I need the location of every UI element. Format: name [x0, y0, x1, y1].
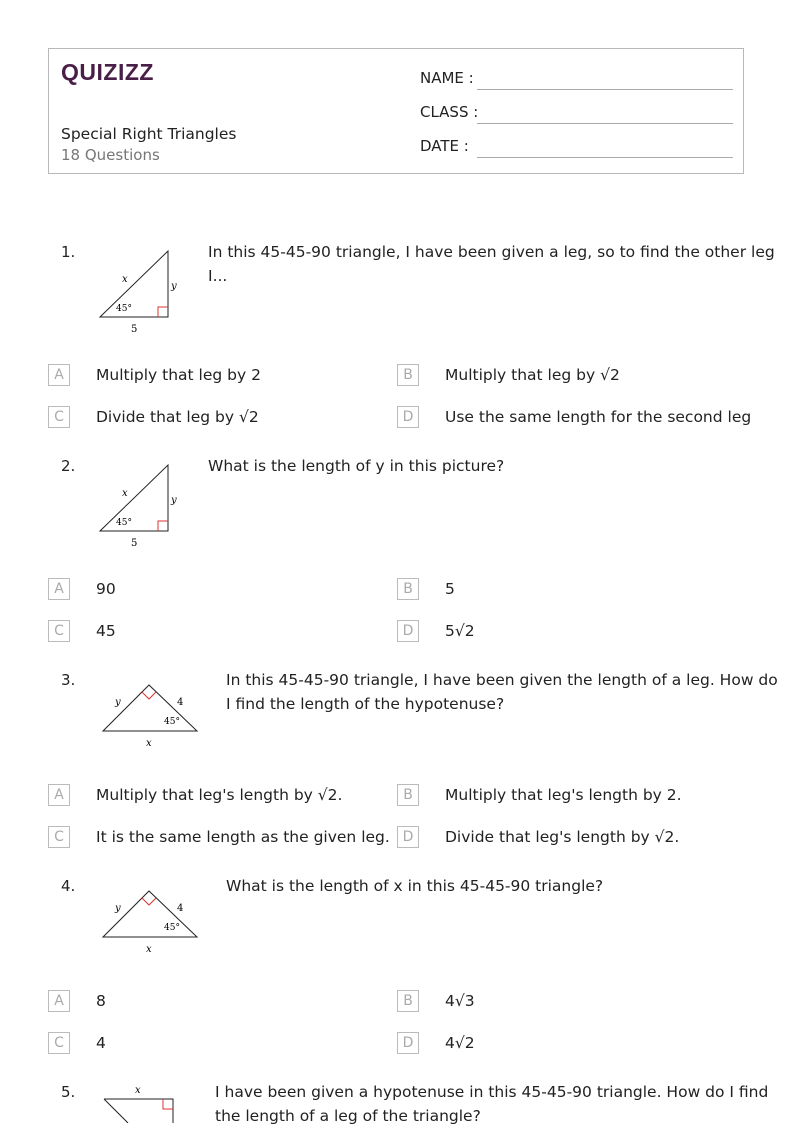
date-field[interactable] — [477, 157, 733, 158]
class-field[interactable] — [477, 123, 733, 124]
worksheet-title: Special Right Triangles — [61, 125, 237, 143]
option-c-box[interactable]: C — [48, 620, 70, 642]
question-text: In this 45-45-90 triangle, I have been given a leg, so to find the other leg I... — [208, 243, 775, 285]
label-base: 5 — [131, 538, 138, 549]
name-label: NAME : — [420, 69, 474, 87]
worksheet-header — [48, 48, 744, 174]
option-b-text[interactable]: Multiply that leg by √2 — [445, 366, 620, 384]
option-d-box[interactable]: D — [397, 620, 419, 642]
label-y: y — [171, 281, 177, 292]
question-text: I have been given a hypotenuse in this 45-45-90 triangle. How do I find the length of a leg of the triangle? — [215, 1083, 769, 1125]
label-angle: 45° — [116, 518, 132, 528]
option-a-text[interactable]: 90 — [96, 580, 116, 598]
label-side: 4 — [177, 903, 184, 914]
label-side: 4 — [177, 697, 184, 708]
label-angle: 45° — [164, 717, 180, 727]
option-a-box[interactable]: A — [48, 578, 70, 600]
option-d-text[interactable]: Divide that leg's length by √2. — [445, 828, 680, 846]
question-text: In this 45-45-90 triangle, I have been given the length of a leg. How do I find the length of the hypotenuse? — [226, 671, 778, 713]
triangle-figure — [98, 1080, 188, 1123]
label-x: x — [122, 488, 128, 499]
label-x: x — [122, 274, 128, 285]
question-count: 18 Questions — [61, 146, 160, 164]
option-a-text[interactable]: 8 — [96, 992, 106, 1010]
label-base: 5 — [131, 324, 138, 335]
triangle-figure — [95, 245, 195, 337]
triangle-figure — [98, 680, 204, 752]
question-number: 4. — [61, 877, 76, 895]
option-b-box[interactable]: B — [397, 578, 419, 600]
name-field[interactable] — [477, 89, 733, 90]
option-b-text[interactable]: 4√3 — [445, 992, 475, 1010]
option-c-box[interactable]: C — [48, 1032, 70, 1054]
quizizz-logo: QUIZIZZ — [61, 59, 154, 85]
question-number: 5. — [61, 1083, 76, 1101]
option-c-box[interactable]: C — [48, 406, 70, 428]
label-angle: 45° — [116, 304, 132, 314]
option-b-text[interactable]: Multiply that leg's length by 2. — [445, 786, 682, 804]
label-angle: 45° — [164, 923, 180, 933]
option-d-text[interactable]: 4√2 — [445, 1034, 475, 1052]
triangle-figure — [98, 886, 204, 958]
label-x: x — [146, 738, 152, 749]
option-a-box[interactable]: A — [48, 364, 70, 386]
option-c-text[interactable]: 45 — [96, 622, 116, 640]
label-y: y — [171, 495, 177, 506]
triangle-figure — [95, 459, 195, 551]
question-number: 2. — [61, 457, 76, 475]
label-x: x — [135, 1085, 141, 1096]
option-d-box[interactable]: D — [397, 406, 419, 428]
question-text: What is the length of x in this 45-45-90 triangle? — [226, 877, 604, 895]
question-text: What is the length of y in this picture? — [208, 457, 505, 475]
label-y: y — [115, 697, 121, 708]
option-d-text[interactable]: Use the same length for the second leg — [445, 408, 752, 426]
option-b-box[interactable]: B — [397, 784, 419, 806]
option-b-box[interactable]: B — [397, 364, 419, 386]
question-number: 3. — [61, 671, 76, 689]
question-number: 1. — [61, 243, 76, 261]
date-label: DATE : — [420, 137, 469, 155]
option-a-box[interactable]: A — [48, 784, 70, 806]
option-b-text[interactable]: 5 — [445, 580, 455, 598]
option-c-box[interactable]: C — [48, 826, 70, 848]
class-label: CLASS : — [420, 103, 479, 121]
option-b-box[interactable]: B — [397, 990, 419, 1012]
label-x: x — [146, 944, 152, 955]
option-d-box[interactable]: D — [397, 826, 419, 848]
option-c-text[interactable]: Divide that leg by √2 — [96, 408, 259, 426]
option-d-box[interactable]: D — [397, 1032, 419, 1054]
option-a-text[interactable]: Multiply that leg's length by √2. — [96, 786, 343, 804]
option-d-text[interactable]: 5√2 — [445, 622, 475, 640]
option-c-text[interactable]: It is the same length as the given leg. — [96, 828, 390, 846]
option-a-box[interactable]: A — [48, 990, 70, 1012]
option-c-text[interactable]: 4 — [96, 1034, 106, 1052]
option-a-text[interactable]: Multiply that leg by 2 — [96, 366, 261, 384]
label-y: y — [115, 903, 121, 914]
